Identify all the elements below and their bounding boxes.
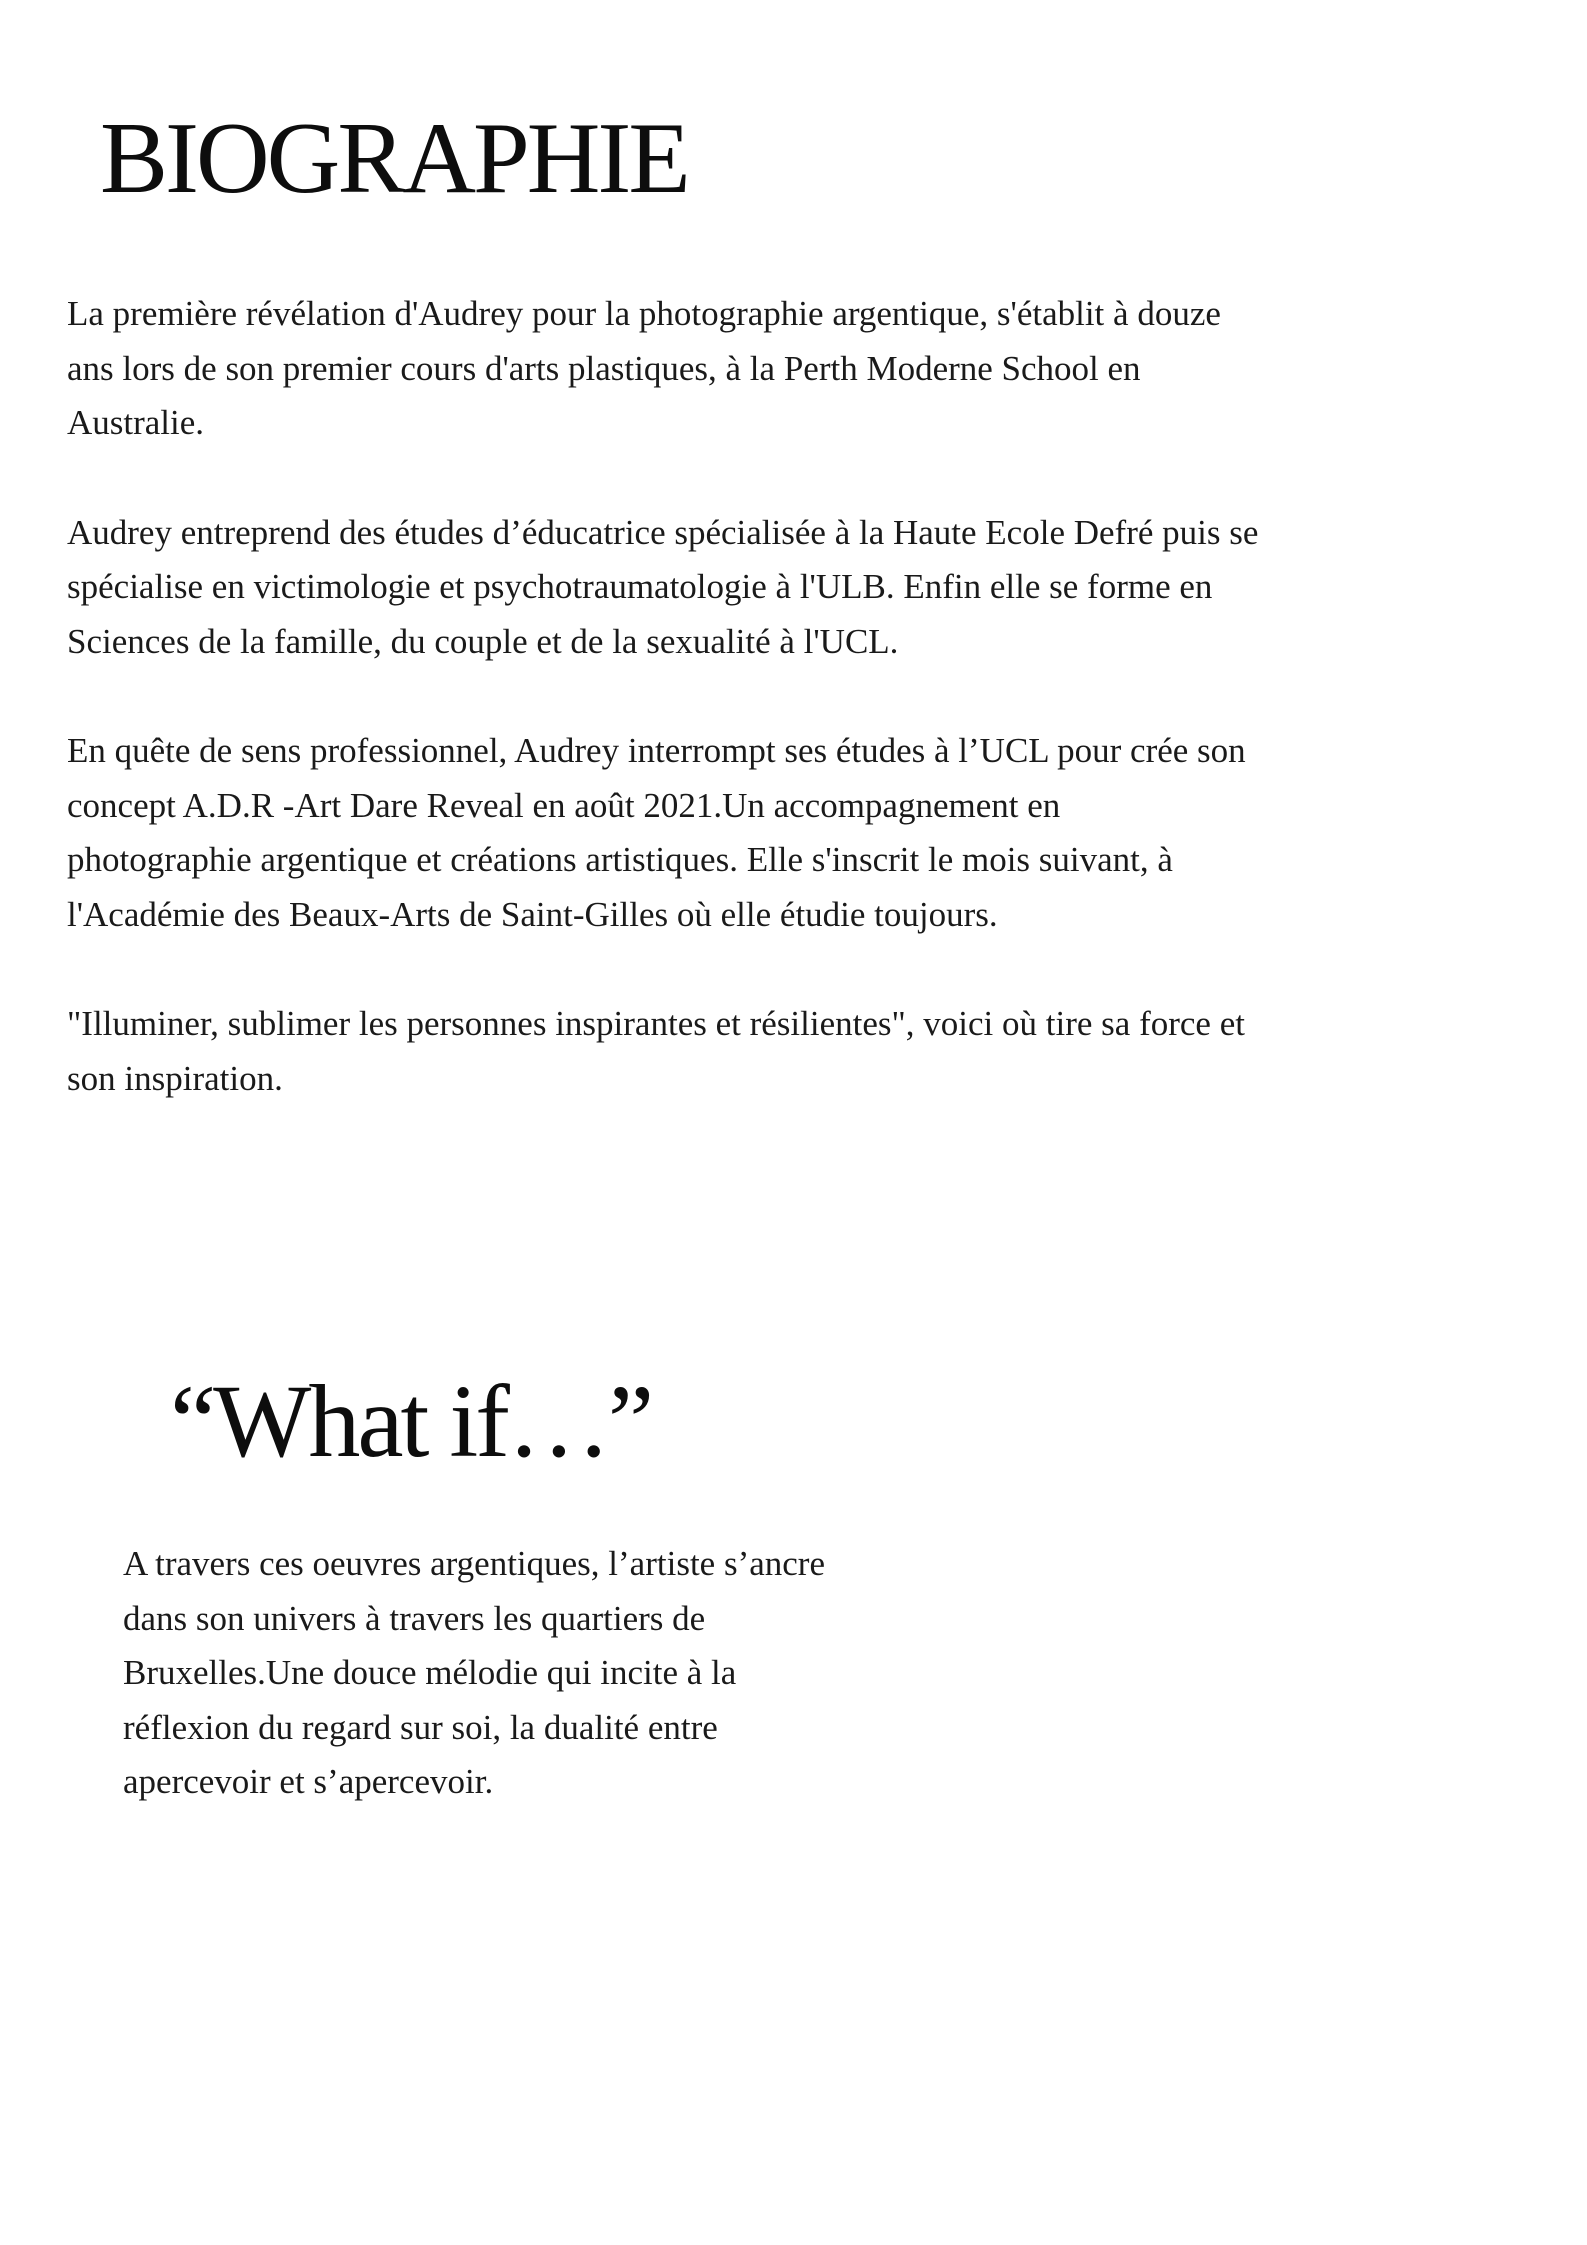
text-line: Audrey entreprend des études d’éducatrice spécialisée à la Haute Ecole Defré puis se bbox=[67, 512, 1259, 552]
what-if-section bbox=[123, 1537, 983, 1810]
bio-paragraph-origin bbox=[67, 287, 1467, 451]
text-line: apercevoir et s’apercevoir. bbox=[123, 1762, 494, 1801]
bio-paragraph-quote bbox=[67, 997, 1467, 1106]
text-line: son inspiration. bbox=[67, 1058, 283, 1098]
text-line: l'Académie des Beaux-Arts de Saint-Gilles où elle étudie toujours. bbox=[67, 894, 998, 934]
text-line: A travers ces oeuvres argentiques, l’artiste s’ancre bbox=[123, 1544, 825, 1583]
text-line: photographie argentique et créations artistiques. Elle s'inscrit le mois suivant, à bbox=[67, 840, 1173, 879]
bio-paragraph-studies bbox=[67, 506, 1467, 670]
text-line: La première révélation d'Audrey pour la photographie argentique, s'établit à douze bbox=[67, 294, 1221, 333]
text-line: spécialise en victimologie et psychotraumatologie à l'ULB. Enfin elle se forme en bbox=[67, 567, 1213, 606]
text-line: Bruxelles.Une douce mélodie qui incite à la bbox=[123, 1653, 737, 1692]
text-line: dans son univers à travers les quartiers de bbox=[123, 1598, 706, 1638]
text-line: ans lors de son premier cours d'arts plastiques, à la Perth Moderne School en bbox=[67, 348, 1141, 388]
what-if-title: “What if…” bbox=[170, 1364, 652, 1479]
text-line: réflexion du regard sur soi, la dualité entre bbox=[123, 1707, 718, 1747]
text-line: En quête de sens professionnel, Audrey interrompt ses études à l’UCL pour crée son bbox=[67, 731, 1246, 770]
text-line: "Illuminer, sublimer les personnes inspirantes et résilientes", voici où tire sa force et bbox=[67, 1004, 1245, 1043]
what-if-paragraph bbox=[123, 1537, 983, 1810]
bio-paragraph-concept bbox=[67, 724, 1467, 942]
text-line: concept A.D.R -Art Dare Reveal en août 2021.Un accompagnement en bbox=[67, 785, 1061, 825]
text-line: Sciences de la famille, du couple et de la sexualité à l'UCL. bbox=[67, 621, 899, 661]
page-title: BIOGRAPHIE bbox=[100, 102, 688, 215]
biography-section bbox=[67, 287, 1467, 1161]
text-line: Australie. bbox=[67, 403, 205, 442]
